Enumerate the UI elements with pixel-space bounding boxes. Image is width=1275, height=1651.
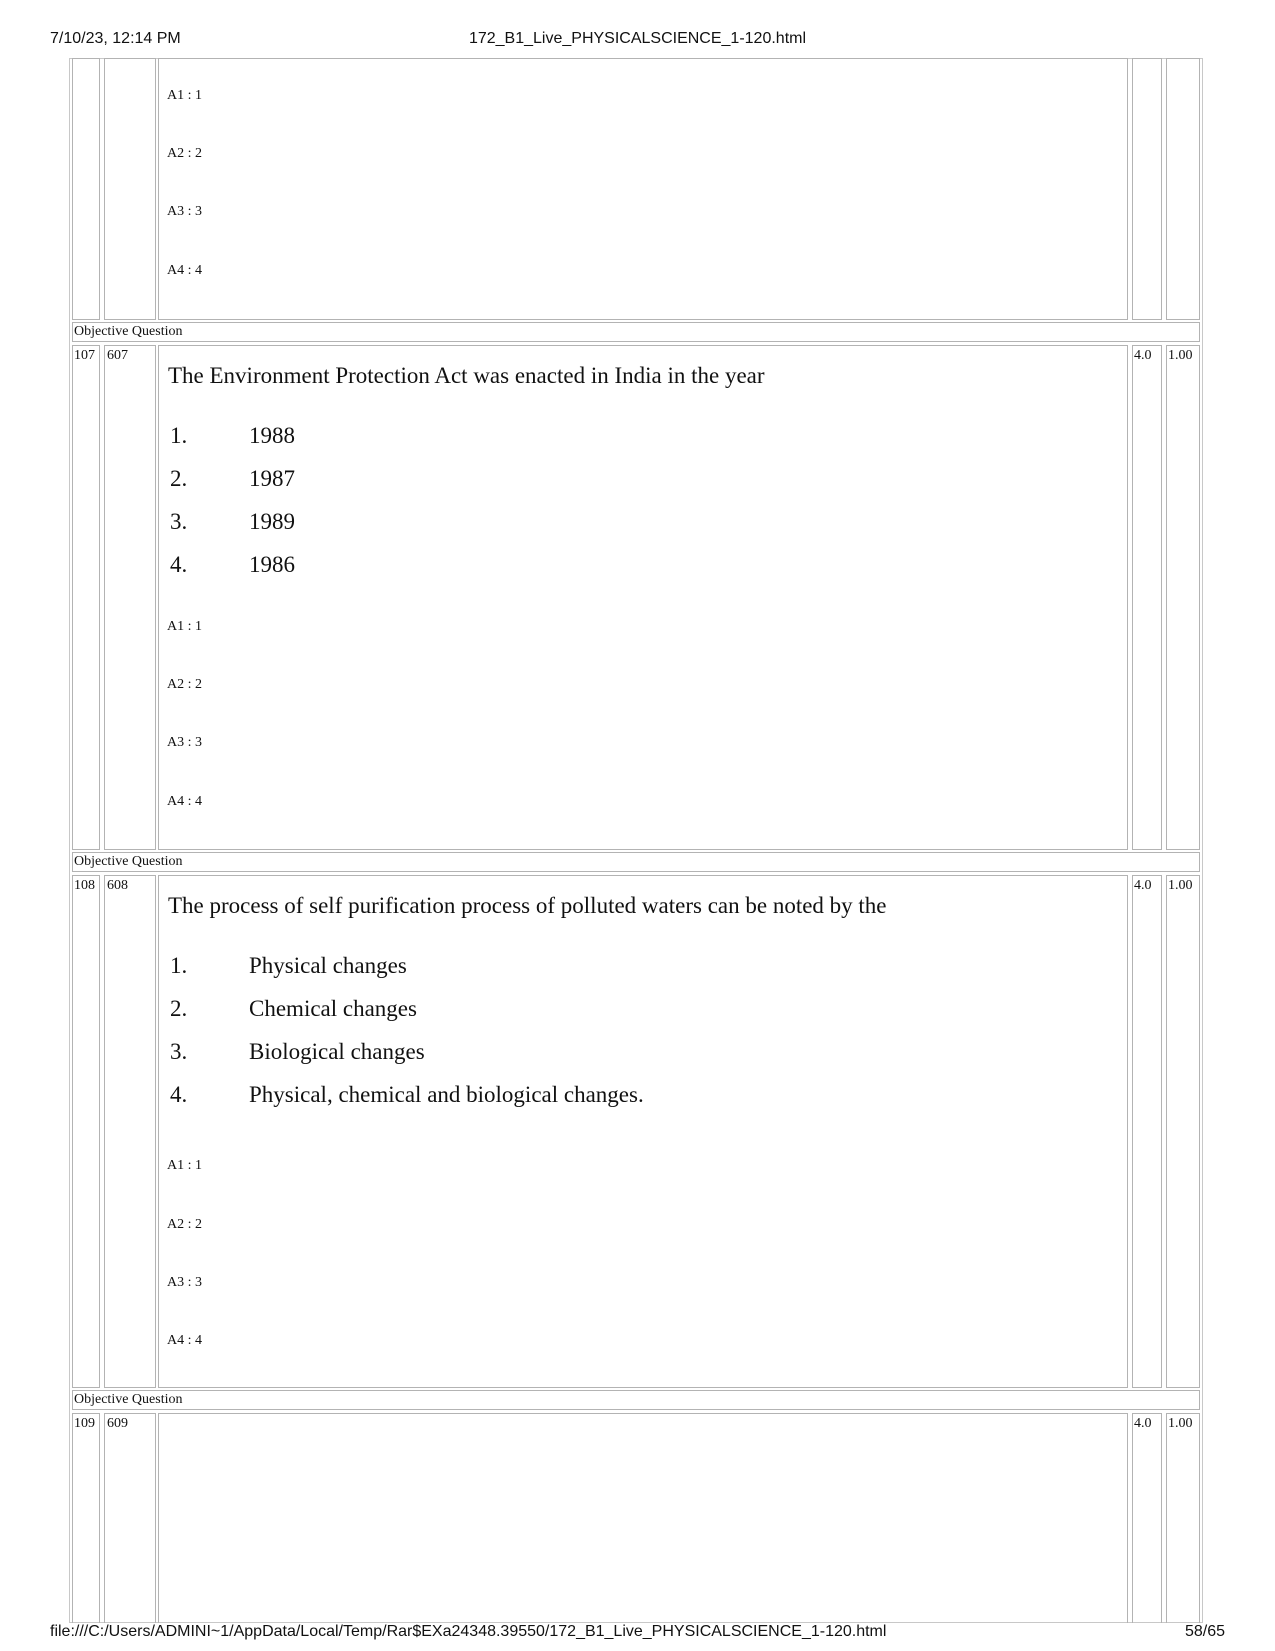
question-type-row [72,852,1200,872]
negative-marks-value: 1.00 [1168,878,1193,893]
question-text: The process of self purification process of polluted waters can be noted by the [168,893,887,918]
question-cell [158,58,1128,320]
answer-option: A1 : 1 [167,619,202,634]
option-number: 4. [170,1082,188,1107]
option-text: 1987 [249,466,295,491]
print-datetime: 7/10/23, 12:14 PM [50,30,181,47]
marks-cell [1132,58,1162,320]
option-number: 1. [170,423,188,448]
sno-cell [72,58,100,320]
negative-marks-cell [1166,1413,1200,1623]
answer-option: A3 : 3 [167,735,202,750]
negative-marks-value: 1.00 [1168,348,1193,363]
option-text: 1988 [249,423,295,448]
question-serial-number: 107 [74,348,95,363]
print-page-number: 58/65 [1184,1623,1225,1640]
marks-value: 4.0 [1134,1416,1152,1431]
print-footer [0,1623,1275,1645]
question-cell [158,345,1128,850]
question-serial-number: 108 [74,878,95,893]
question-type-row [72,322,1200,342]
marks-value: 4.0 [1134,348,1152,363]
marks-cell [1132,345,1162,850]
sno-cell [72,1413,100,1623]
question-type-label: Objective Question [74,854,183,869]
option-number: 1. [170,953,188,978]
option-text: Chemical changes [249,996,417,1021]
answer-option: A1 : 1 [167,1158,202,1173]
option-text: 1989 [249,509,295,534]
marks-cell [1132,875,1162,1388]
option-text: 1986 [249,552,295,577]
question-cell [158,1413,1128,1623]
qid-cell [104,875,156,1388]
print-filename: 172_B1_Live_PHYSICALSCIENCE_1-120.html [468,30,807,47]
answer-option: A1 : 1 [167,88,202,103]
sno-cell [72,345,100,850]
option-text: Physical, chemical and biological changes. [249,1082,644,1107]
option-number: 2. [170,466,188,491]
marks-value: 4.0 [1134,878,1152,893]
question-serial-number: 109 [74,1416,95,1431]
answer-option: A3 : 3 [167,1275,202,1290]
option-text: Biological changes [249,1039,425,1064]
answer-option: A2 : 2 [167,146,202,161]
marks-cell [1132,1413,1162,1623]
answer-option: A2 : 2 [167,1217,202,1232]
option-number: 4. [170,552,188,577]
question-type-row [72,1390,1200,1410]
answer-option: A3 : 3 [167,204,202,219]
question-id: 608 [107,878,128,893]
option-number: 3. [170,509,188,534]
negative-marks-cell [1166,875,1200,1388]
option-text: Physical changes [249,953,407,978]
option-number: 2. [170,996,188,1021]
question-id: 609 [107,1416,128,1431]
print-header [0,30,1275,52]
sno-cell [72,875,100,1388]
qid-cell [104,58,156,320]
negative-marks-value: 1.00 [1168,1416,1193,1431]
option-number: 3. [170,1039,188,1064]
question-type-label: Objective Question [74,324,183,339]
negative-marks-cell [1166,58,1200,320]
answer-option: A4 : 4 [167,263,202,278]
question-text: The Environment Protection Act was enacted in India in the year [168,363,765,388]
negative-marks-cell [1166,345,1200,850]
qid-cell [104,1413,156,1623]
answer-option: A2 : 2 [167,677,202,692]
question-type-label: Objective Question [74,1392,183,1407]
question-id: 607 [107,348,128,363]
print-file-path: file:///C:/Users/ADMINI~1/AppData/Local/Temp/Rar$EXa24348.39550/172_B1_Live_PHYSICALSCIENCE_1-120.html [50,1623,887,1640]
qid-cell [104,345,156,850]
answer-option: A4 : 4 [167,1333,202,1348]
answer-option: A4 : 4 [167,794,202,809]
